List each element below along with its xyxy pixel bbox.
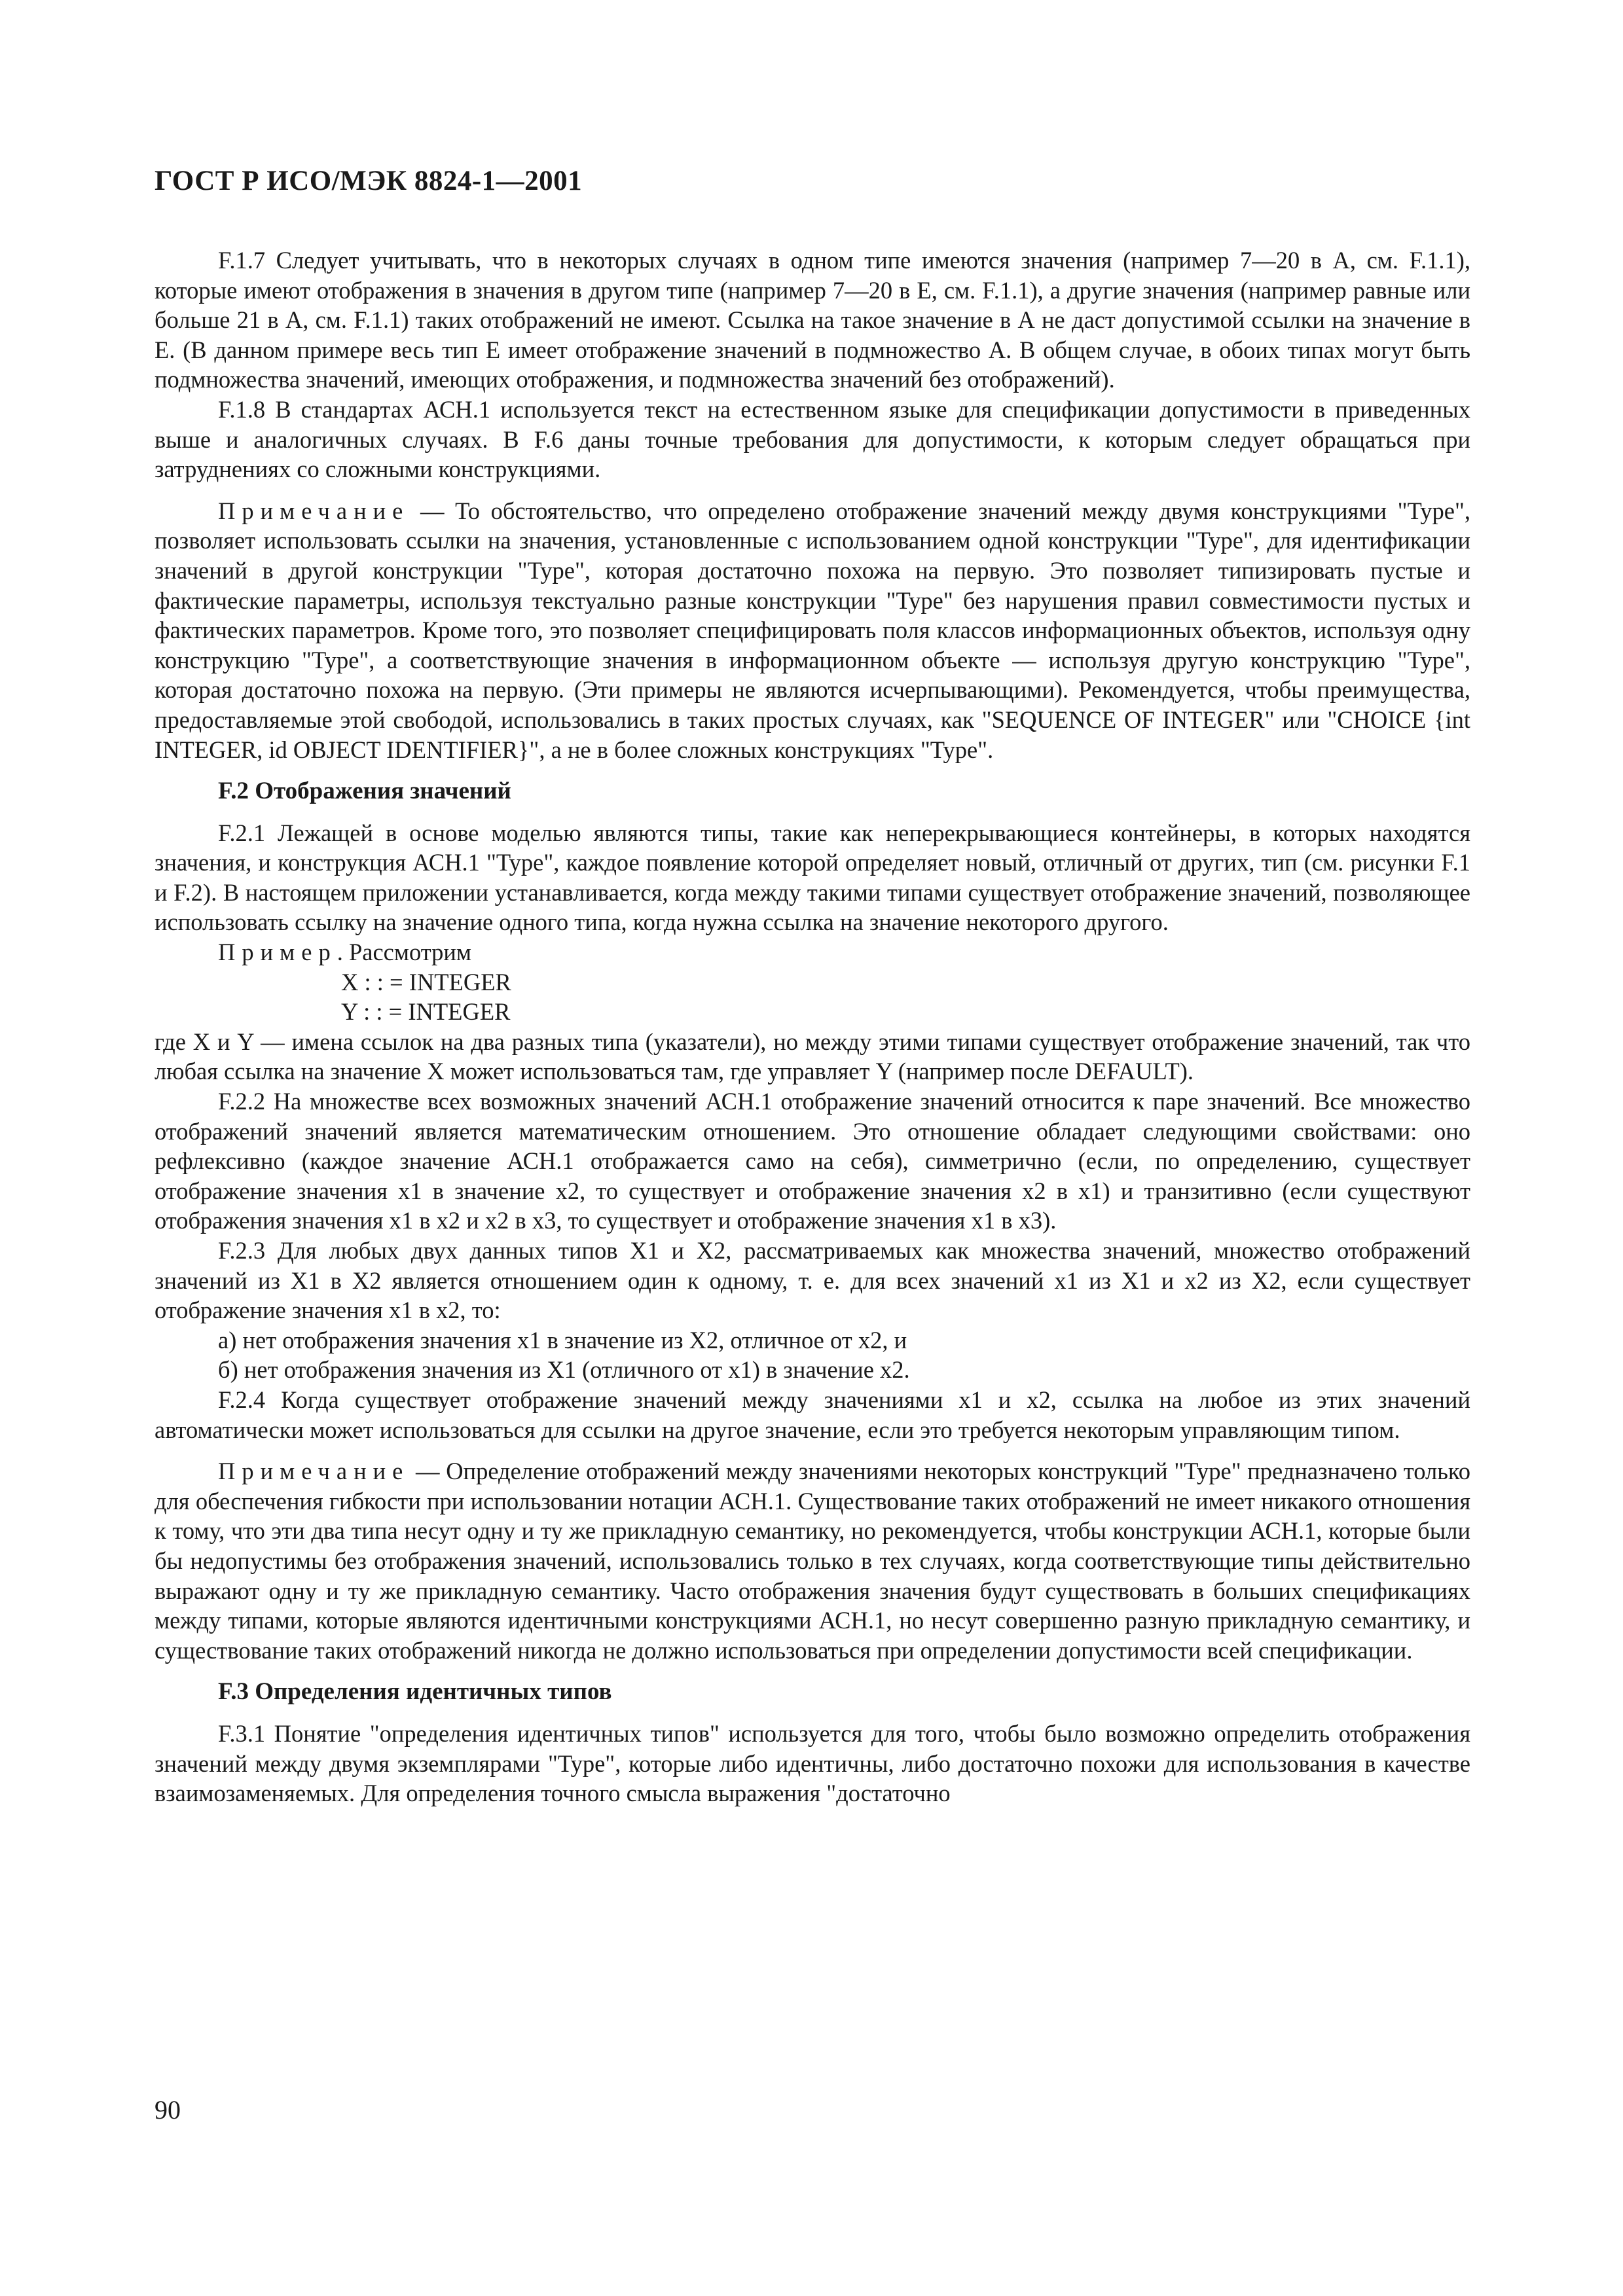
paragraph-f-3-1: F.3.1 Понятие "определения идентичных типов" используется для того, чтобы было возможно определить отображения значений между двумя экземплярами "Type", которые либо идентичны, либо достаточно похожи для использования в качестве взаимозаменяемых. Для определения точного смысла выражения "достаточно bbox=[155, 1719, 1470, 1807]
code-line-x: X : : = INTEGER bbox=[341, 968, 511, 996]
paragraph-f-1-7: F.1.7 Следует учитывать, что в некоторых случаях в одном типе имеются значения (например 7—20 в А, см. F.1.1), которые имеют отображения в значения в другом типе (например 7—20 в Е, см. F.1.1), а другие значения (например равные или больше 21 в А, см. F.1.1) таких отображений не имеют. Ссылка на такое значение в А не даст допустимой ссылки на значение в Е. (В данном примере весь тип Е имеет отображение значений в подмножество А. В общем случае, в обоих типах могут быть подмножества значений, имеющих отображения, и подмножества значений без отображений). bbox=[155, 247, 1470, 393]
note-1 bbox=[155, 496, 1470, 764]
note-label: Примечание bbox=[218, 497, 410, 524]
example-text: . Рассмотрим bbox=[337, 939, 471, 966]
note-label: Примечание bbox=[218, 1458, 410, 1485]
paragraph-where: где X и Y — имена ссылок на два разных типа (указатели), но между этими типами существует отображение значений, так что любая ссылка на значение X может использоваться там, где управляет Y (например после DEFAULT). bbox=[155, 1028, 1470, 1085]
running-header: ГОСТ Р ИСО/МЭК 8824-1—2001 bbox=[155, 166, 583, 196]
section-heading-f-3: F.3 Определения идентичных типов bbox=[218, 1678, 612, 1706]
paragraph-f-2-4: F.2.4 Когда существует отображение значений между значениями x1 и x2, ссылка на любое из этих значений автоматически может использоваться для ссылки на другое значение, если это требуется некоторым управляющим типом. bbox=[155, 1386, 1470, 1443]
paragraph-f-2-1: F.2.1 Лежащей в основе моделью являются типы, такие как неперекрывающиеся контейнеры, в которых находятся значения, и конструкция АСН.1 "Type", каждое появление которой определяет новый, отличный от других, тип (см. рисунки F.1 и F.2). В настоящем приложении устанавливается, когда между такими типами существует отображение значений, позволяющее использовать ссылку на значение одного типа, когда нужна ссылка на значение некоторого другого. bbox=[155, 819, 1470, 936]
page-number: 90 bbox=[155, 2095, 181, 2125]
note-text: — То обстоятельство, что определено отображение значений между двумя конструкциями "Type", позволяет использовать ссылки на значения, установленные с использованием одной конструкции "Type", для идентификации значений в другой конструкции "Type", которая достаточно похожа на первую. Это позволяет типизировать пустые и фактические параметры, используя текстуально разные конструкции "Type" без нарушения правил совместимости пустых и фактических параметров. Кроме того, это позволяет специфицировать поля классов информационных объектов, используя одну конструкцию "Type", а соответствующие значения в информационном объекте — используя другую конструкцию "Type", которая достаточно похожа на первую. (Эти примеры не являются исчерпывающими). Рекомендуется, чтобы преимущества, предоставляемые этой свободой, использовались в таких простых случаях, как "SEQUENCE OF INTEGER" или "CHOICE {int INTEGER, id OBJECT IDENTIFIER}", а не в более сложных конструкциях "Type". bbox=[155, 497, 1470, 763]
paragraph-f-2-3: F.2.3 Для любых двух данных типов X1 и X2, рассматриваемых как множества значений, множество отображений значений из X1 в X2 является отношением один к одному, т. е. для всех значений x1 из X1 и x2 из X2, если существует отображение значения x1 в x2, то: bbox=[155, 1237, 1470, 1324]
note-2 bbox=[155, 1456, 1470, 1665]
paragraph-f-2-2: F.2.2 На множестве всех возможных значений АСН.1 отображение значений относится к паре значений. Все множество отображений значений является математическим отношением. Это отношение обладает следующими свойствами: оно рефлексивно (каждое значение АСН.1 отображается само на себя), симметрично (если, по определению, существует отображение значения x1 в значение x2, то существует и отображение значения x2 в x1) и транзитивно (если существуют отображения значения x1 в x2 и x2 в x3, то существует и отображение значения x1 в x3). bbox=[155, 1088, 1470, 1234]
example-label: Пример bbox=[218, 939, 337, 966]
note-text: — Определение отображений между значениями некоторых конструкций "Type" предназначено только для обеспечения гибкости при использовании нотации АСН.1. Существование таких отображений не имеет никакого отношения к тому, что эти два типа несут одну и ту же прикладную семантику, но рекомендуется, чтобы конструкции АСН.1, которые были бы недопустимы без отображения значений, использовались только в тех случаях, когда соответствующие типы действительно выражают одну и ту же прикладную семантику. Часто отображения значения будут существовать в больших спецификациях между типами, которые являются идентичными конструкциями АСН.1, но несут совершенно разную прикладную семантику, и существование таких отображений никогда не должно использоваться при определении допустимости всей спецификации. bbox=[155, 1458, 1470, 1664]
page-body bbox=[155, 245, 1470, 1808]
section-heading-f-2: F.2 Отображения значений bbox=[218, 778, 511, 805]
code-line-y: Y : : = INTEGER bbox=[341, 998, 511, 1026]
list-item-b: б) нет отображения значения из X1 (отличного от x1) в значение x2. bbox=[218, 1356, 910, 1384]
paragraph-f-1-8: F.1.8 В стандартах АСН.1 используется текст на естественном языке для спецификации допустимости в приведенных выше и аналогичных случаях. В F.6 даны точные требования для допустимости, к которым следует обращаться при затруднениях со сложными конструкциями. bbox=[155, 395, 1470, 483]
list-item-a: а) нет отображения значения x1 в значение из X2, отличное от x2, и bbox=[218, 1326, 907, 1354]
example-intro bbox=[155, 937, 1470, 967]
